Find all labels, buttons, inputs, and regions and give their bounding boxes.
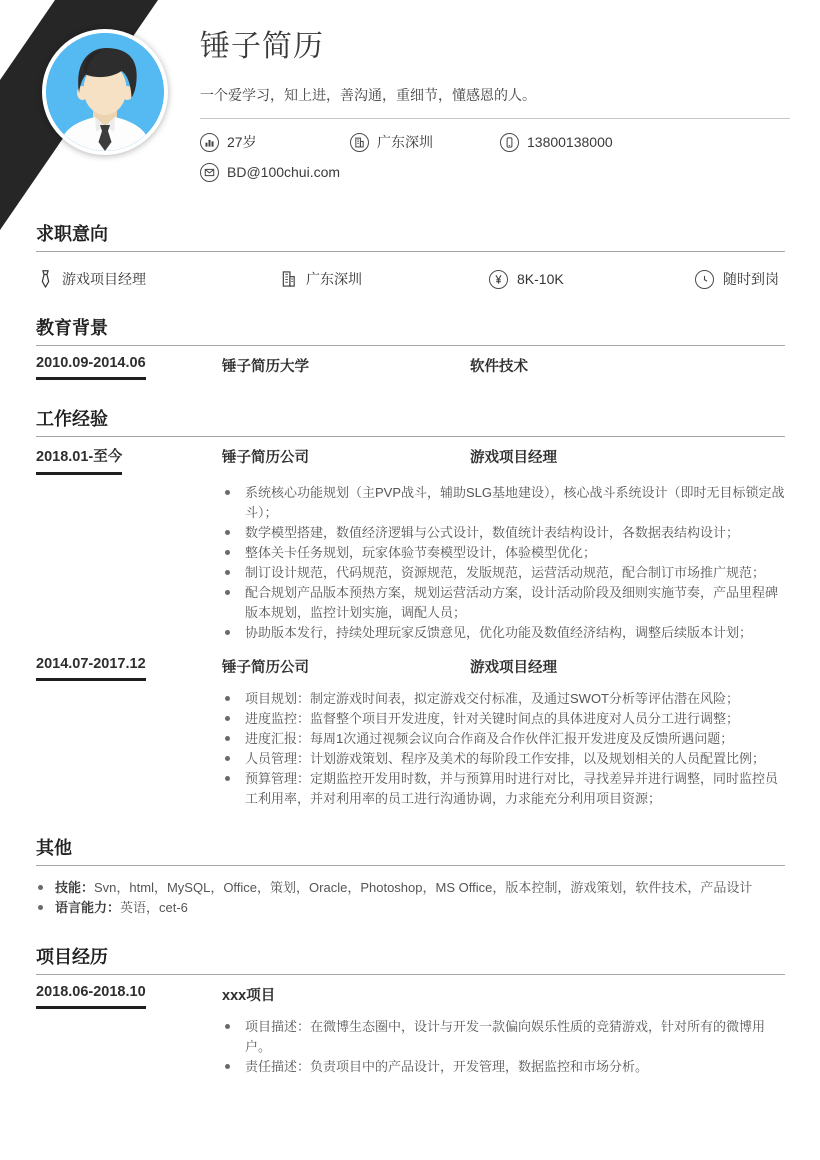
section-other: [36, 837, 785, 918]
work-bullet: 进度汇报：每周1次通过视频会议向合作商及合作伙伴汇报开发进度及反馈所遇问题；: [222, 729, 785, 749]
education-period: 2010.09-2014.06: [36, 354, 222, 380]
education-entry: [36, 354, 785, 380]
bar-chart-icon: [200, 133, 219, 152]
work-entry-header: [36, 655, 785, 681]
section-education: [36, 317, 785, 380]
education-school: 锤子简历大学: [222, 359, 309, 375]
section-work: [36, 408, 785, 809]
section-title: 工作经验: [36, 408, 785, 437]
section-title: 其他: [36, 837, 785, 866]
project-name: xxx项目: [222, 988, 276, 1004]
other-list: [36, 878, 785, 918]
intent-salary-text: 8K-10K: [517, 271, 564, 287]
clock-icon: [695, 270, 714, 289]
work-position: 游戏项目经理: [470, 660, 557, 676]
work-bullet: 预算管理：定期监控开发用时数，并与预算用时进行对比，寻找差异并进行调整，同时监控员工利用率，并对利用率的员工进行沟通协调，力求能充分利用项目资源；: [222, 769, 785, 809]
work-bullet: 协助版本发行，持续处理玩家反馈意见，优化功能及数值经济结构，调整后续版本计划；: [222, 623, 785, 643]
envelope-icon: [200, 163, 219, 182]
main-content: [36, 223, 785, 1077]
contact-phone: [500, 127, 720, 157]
header-divider: [200, 118, 790, 119]
section-title: 项目经历: [36, 946, 785, 975]
contact-list: [200, 127, 790, 187]
work-bullet: 配合规划产品版本预热方案，规划运营活动方案，设计活动阶段及细则实施节奏，产品里程碑版本规划，监控计划实施，调配人员；: [222, 583, 785, 623]
contact-location-text: 广东深圳: [377, 134, 433, 150]
work-company: 锤子简历公司: [222, 450, 309, 466]
project-entry-header: [36, 983, 785, 1009]
work-entry: [36, 655, 785, 809]
intent-salary: [489, 269, 695, 289]
necktie-icon: [38, 269, 53, 289]
section-projects: [36, 946, 785, 1077]
header: [200, 30, 790, 187]
work-period: 2014.07-2017.12: [36, 655, 222, 681]
work-entry-header: [36, 445, 785, 475]
work-bullet: 数学模型搭建，数值经济逻辑与公式设计，数值统计表结构设计，各数据表结构设计；: [222, 523, 785, 543]
education-row: [36, 354, 785, 380]
building-icon: [350, 133, 369, 152]
skills-item: [36, 878, 785, 898]
intent-availability: [695, 269, 779, 289]
contact-email: [200, 157, 790, 187]
intent-city: [280, 269, 489, 289]
contact-phone-text: 13800138000: [527, 134, 613, 150]
intent-city-text: 广东深圳: [306, 271, 362, 287]
work-bullet: 人员管理：计划游戏策划、程序及美术的每阶段工作安排，以及规划相关的人员配置比例；: [222, 749, 785, 769]
work-bullet: 制订设计规范，代码规范，资源规范，发版规范，运营活动规范，配合制订市场推广规范；: [222, 563, 785, 583]
project-bullet: 责任描述：负责项目中的产品设计，开发管理，数据监控和市场分析。: [222, 1057, 785, 1077]
contact-location: [350, 127, 500, 157]
section-job-intent: [36, 223, 785, 289]
work-period: 2018.01-至今: [36, 445, 222, 475]
work-bullet-list: [222, 689, 785, 809]
mobile-phone-icon: [500, 133, 519, 152]
avatar: [42, 29, 168, 155]
avatar-illustration: [46, 33, 164, 151]
work-entry: [36, 445, 785, 643]
section-title: 教育背景: [36, 317, 785, 346]
education-major: 软件技术: [470, 359, 528, 375]
project-bullet: 项目描述：在微博生态圈中，设计与开发一款偏向娱乐性质的竞猜游戏，针对所有的微博用户。: [222, 1017, 785, 1057]
section-title: 求职意向: [36, 223, 785, 252]
yen-circle-icon: [489, 270, 508, 289]
work-position: 游戏项目经理: [470, 450, 557, 466]
intent-position-text: 游戏项目经理: [62, 271, 146, 287]
project-period: 2018.06-2018.10: [36, 983, 222, 1009]
contact-age-text: 27岁: [227, 134, 257, 150]
building-icon: [280, 270, 297, 288]
intent-position: [38, 269, 280, 289]
language-item: [36, 898, 785, 918]
project-entry: [36, 983, 785, 1077]
language-label: 语言能力：: [55, 900, 121, 915]
work-company: 锤子简历公司: [222, 660, 309, 676]
contact-age: [200, 127, 350, 157]
work-bullet: 系统核心功能规划（主PVP战斗，辅助SLG基地建设），核心战斗系统设计（即时无目标锁定战斗）；: [222, 483, 785, 523]
work-bullet: 进度监控：监督整个项目开发进度，针对关键时间点的具体进度对人员分工进行调整；: [222, 709, 785, 729]
intent-availability-text: 随时到岗: [723, 271, 779, 287]
contact-email-text: BD@100chui.com: [227, 164, 341, 180]
intent-row: [36, 269, 785, 289]
work-bullet: 整体关卡任务规划，玩家体验节奏模型设计，体验模型优化；: [222, 543, 785, 563]
tagline: 一个爱学习，知上进，善沟通，重细节，懂感恩的人。: [200, 87, 536, 103]
work-bullet: 项目规划：制定游戏时间表，拟定游戏交付标准，及通过SWOT分析等评估潜在风险；: [222, 689, 785, 709]
candidate-name: 锤子简历: [200, 30, 324, 63]
skills-label: 技能：: [55, 880, 95, 895]
work-bullet-list: [222, 483, 785, 643]
language-text: 英语，cet-6: [120, 900, 188, 915]
skills-text: Svn，html，MySQL，Office，策划，Oracle，Photoshop，MS Office，版本控制，游戏策划，软件技术，产品设计: [94, 880, 753, 895]
project-bullet-list: [222, 1017, 785, 1077]
